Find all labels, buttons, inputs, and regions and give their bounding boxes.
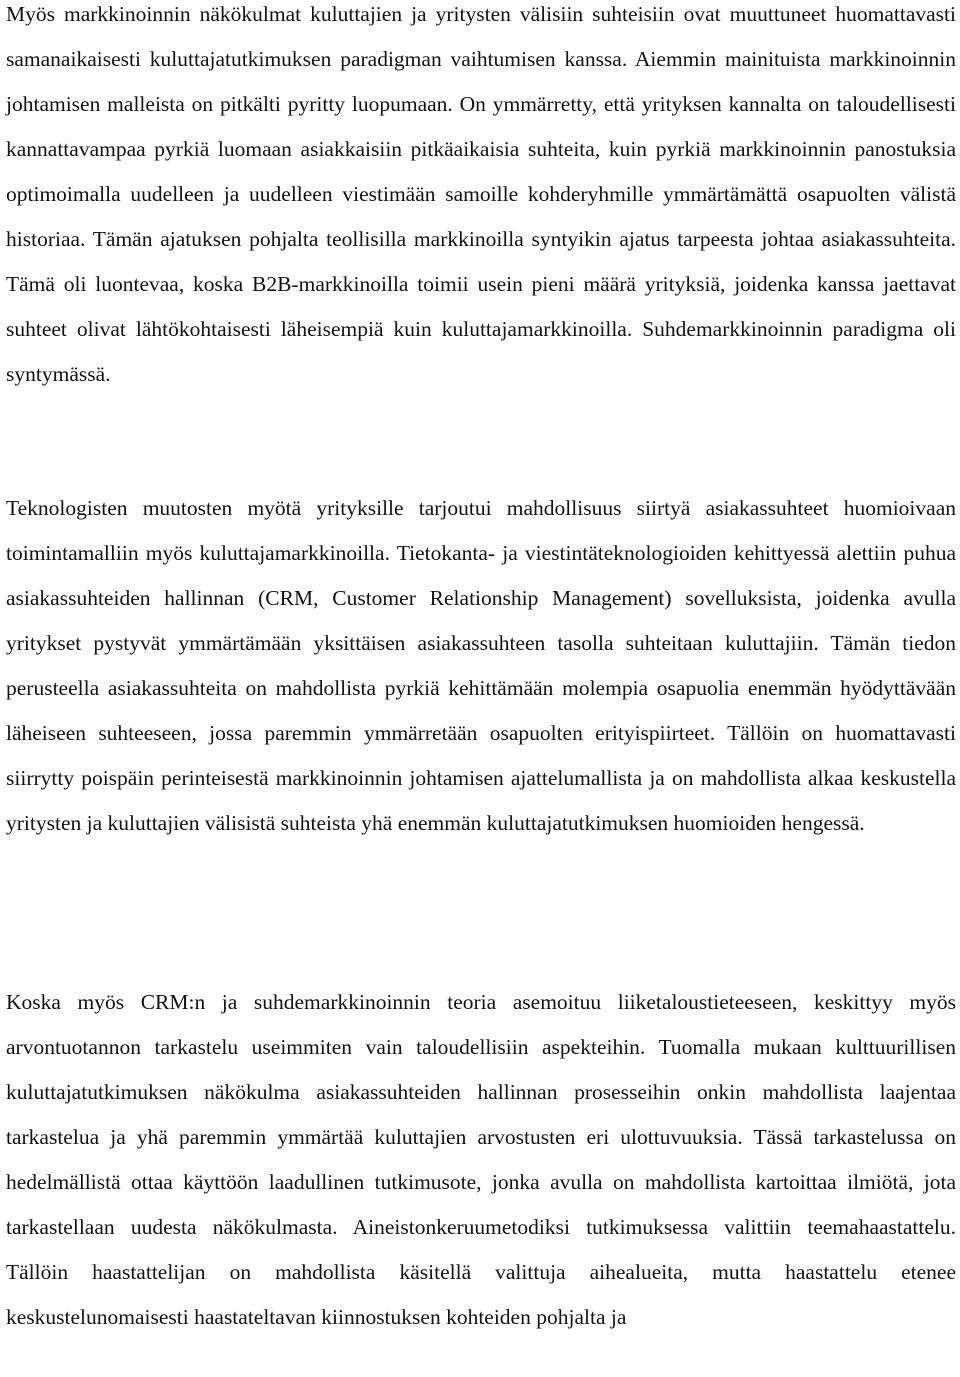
paragraph-2: Teknologisten muutosten myötä yrityksille tarjoutui mahdollisuus siirtyä asiakassuhteet huomioivaan toimintamalliin myös kuluttajamarkkinoilla. Tietokanta- ja viestintäteknologioiden kehittyessä alettiin puhua asiakassuhteiden hallinnan (CRM, Customer Relationship Management) sovelluksista, joidenka avulla yritykset pystyvät ymmärtämään yksittäisen asiakassuhteen tasolla suhteitaan kuluttajiin. Tämän tiedon perusteella asiakassuhteita on mahdollista pyrkiä kehittämään molempia osapuolia enemmän hyödyttävään läheiseen suhteeseen, jossa paremmin ymmärretään osapuolten erityispiirteet. Tällöin on huomattavasti siirrytty poispäin perinteisestä markkinoinnin johtamisen ajattelumallista ja on mahdollista alkaa keskustella yritysten ja kuluttajien välisistä suhteista yhä enemmän kuluttajatutkimuksen huomioiden hengessä. <box>6 496 956 835</box>
paragraph-1: Myös markkinoinnin näkökulmat kuluttajien ja yritysten välisiin suhteisiin ovat muuttuneet huomattavasti samanaikaisesti kuluttajatutkimuksen paradigman vaihtumisen kanssa. Aiemmin mainituista markkinoinnin johtamisen malleista on pitkälti pyritty luopumaan. On ymmärretty, että yrityksen kannalta on taloudellisesti kannattavampaa pyrkiä luomaan asiakkaisiin pitkäaikaisia suhteita, kuin pyrkiä markkinoinnin panostuksia optimoimalla uudelleen ja uudelleen viestimään samoille kohderyhmille ymmärtämättä osapuolten välistä historiaa. Tämän ajatuksen pohjalta teollisilla markkinoilla syntyikin ajatus tarpeesta johtaa asiakassuhteita. Tämä oli luontevaa, koska B2B-markkinoilla toimii usein pieni määrä yrityksiä, joidenka kanssa jaettavat suhteet olivat lähtökohtaisesti läheisempiä kuin kuluttajamarkkinoilla. Suhdemarkkinoinnin paradigma oli syntymässä. <box>6 2 956 386</box>
paragraph-3: Koska myös CRM:n ja suhdemarkkinoinnin teoria asemoituu liiketaloustieteeseen, keskittyy myös arvontuotannon tarkastelu useimmiten vain taloudellisiin aspekteihin. Tuomalla mukaan kulttuurillisen kuluttajatutkimuksen näkökulma asiakassuhteiden hallinnan prosesseihin onkin mahdollista laajentaa tarkastelua ja yhä paremmin ymmärtää kuluttajien arvostusten eri ulottuvuuksia. Tässä tarkastelussa on hedelmällistä ottaa käyttöön laadullinen tutkimusote, jonka avulla on mahdollista kartoittaa ilmiötä, jota tarkastellaan uudesta näkökulmasta. Aineistonkeruumetodiksi tutkimuksessa valittiin teemahaastattelu. Tällöin haastattelijan on mahdollista käsitellä valittuja aihealueita, mutta haastattelu etenee keskustelunomaisesti haastateltavan kiinnostuksen kohteiden pohjalta ja <box>6 990 956 1329</box>
